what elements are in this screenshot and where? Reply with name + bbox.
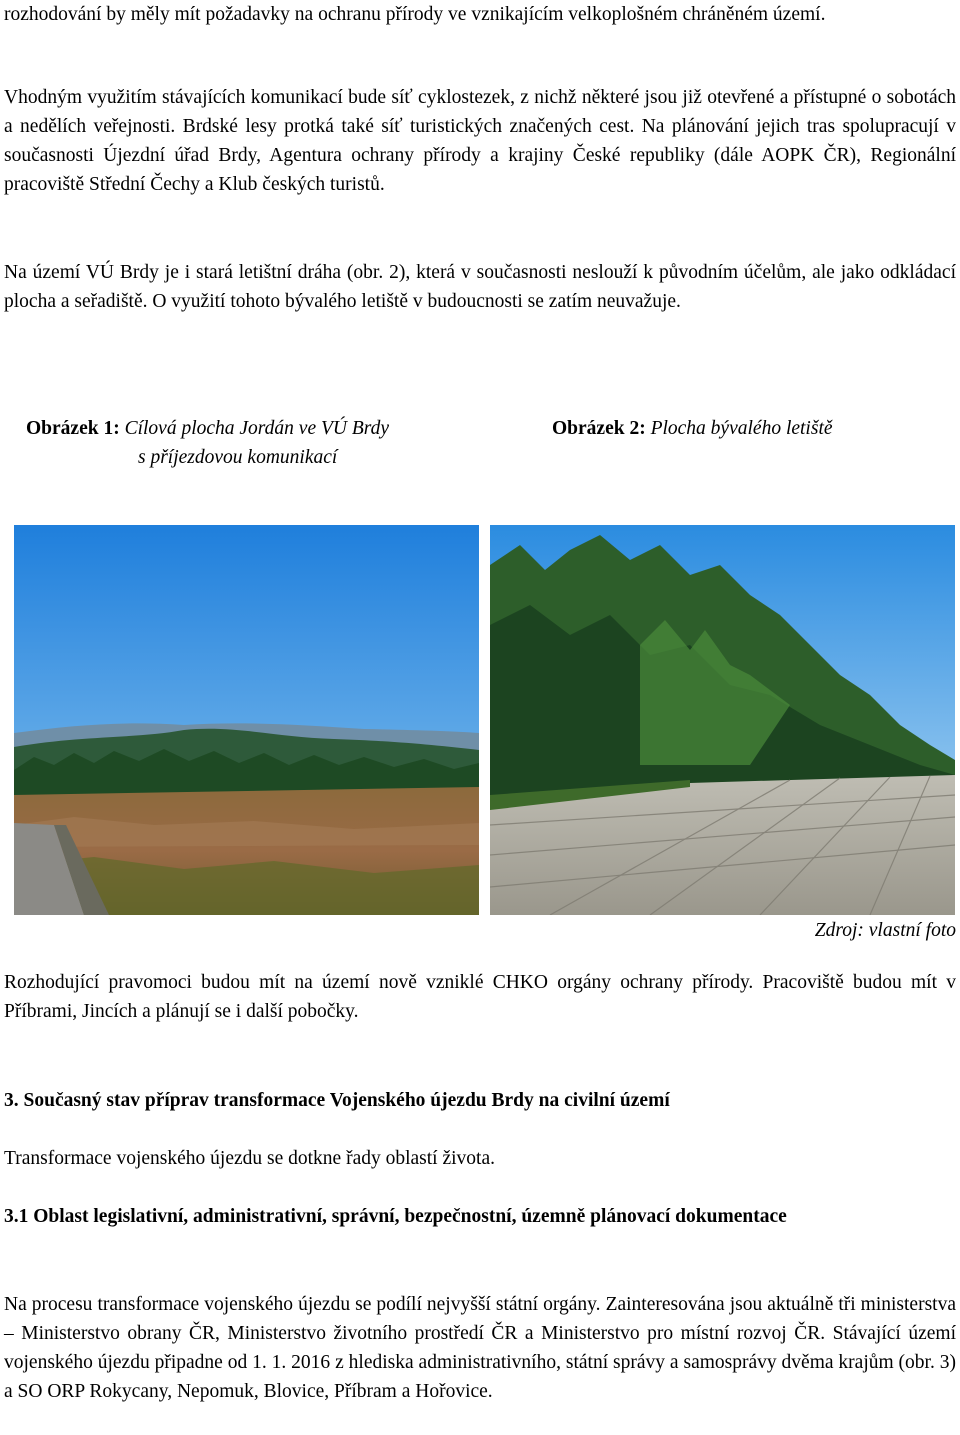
figure-1-caption (26, 414, 476, 472)
paragraph-intro: rozhodování by měly mít požadavky na ochranu přírody ve vznikajícím velkoplošném chráněném území. (4, 4, 826, 25)
figure-1-caption-line2: s příjezdovou komunikací (138, 447, 338, 468)
figure-2-photo (490, 525, 955, 915)
figure-1-caption-line1: Cílová plocha Jordán ve VÚ Brdy (124, 418, 390, 439)
figure-2-label: Obrázek 2: (552, 418, 646, 439)
paragraph-transformation: Transformace vojenského újezdu se dotkne řady oblastí života. (4, 1148, 495, 1169)
photo-source: Zdroj: vlastní foto (814, 920, 956, 941)
figure-1-photo (14, 525, 479, 915)
paragraph-ministries: Na procesu transformace vojenského újezdu se podílí nejvyšší státní orgány. Zainteresována jsou aktuálně tři ministerstva – Ministerstvo obrany ČR, Ministerstvo životního prostředí ČR a Ministerstvo pro místní rozvoj ČR. Stávající území vojenského újezdu připadne od 1. 1. 2016 z hlediska administrativního, státní správy a samosprávy dvěma krajům (obr. 3) a SO ORP Rokycany, Nepomuk, Blovice, Příbram a Hořovice. (4, 1294, 956, 1402)
heading-section-3-1: 3.1 Oblast legislativní, administrativní, správní, bezpečnostní, územně plánovací dokumentace (4, 1206, 787, 1227)
figure-2-caption-text: Plocha bývalého letiště (650, 418, 833, 439)
heading-section-3: 3. Současný stav příprav transformace Vojenského újezdu Brdy na civilní území (4, 1090, 670, 1111)
figure-2-caption (552, 414, 952, 443)
paragraph-cycling: Vhodným využitím stávajících komunikací bude síť cyklostezek, z nichž některé jsou již otevřené a přístupné o sobotách a nedělích veřejnosti. Brdské lesy protká také síť turistických značených cest. Na plánování jejich tras spolupracují v současnosti Újezdní úřad Brdy, Agentura ochrany přírody a krajiny České republiky (dále AOPK ČR), Regionální pracoviště Střední Čechy a Klub českých turistů. (4, 87, 956, 195)
paragraph-airfield: Na území VÚ Brdy je i stará letištní dráha (obr. 2), která v současnosti neslouží k původním účelům, ale jako odkládací plocha a seřadiště. O využití tohoto bývalého letiště v budoucnosti se zatím neuvažuje. (4, 262, 956, 312)
figure-1-label: Obrázek 1: (26, 418, 120, 439)
paragraph-chko: Rozhodující pravomoci budou mít na území nově vzniklé CHKO orgány ochrany přírody. Pracoviště budou mít v Příbrami, Jincích a plánují se i další pobočky. (4, 972, 956, 1022)
